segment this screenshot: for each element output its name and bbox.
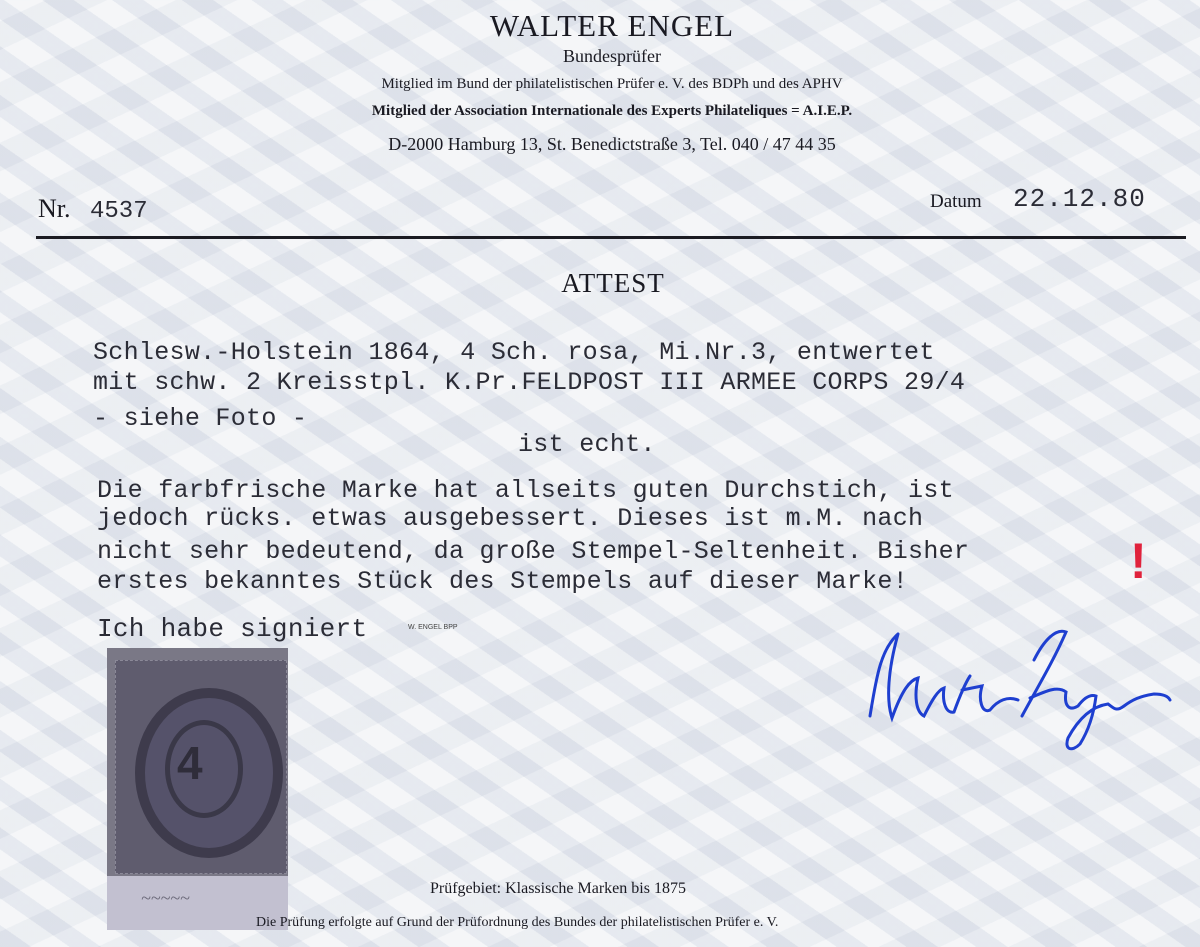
examiner-name: WALTER ENGEL <box>489 8 735 43</box>
membership-line-1: Mitglied im Bund der philatelistischen Prüfer e. V. des BDPh und des APHV <box>381 76 843 92</box>
body-line-7: nicht sehr bedeutend, da große Stempel-Seltenheit. Bisher <box>97 537 970 566</box>
membership-line-2: Mitglied der Association Internationale des Experts Philateliques = A.I.E.P. <box>371 103 853 119</box>
date-value: 22.12.80 <box>1013 184 1146 214</box>
body-line-3: - siehe Foto - <box>93 404 308 433</box>
examiner-mini-stamp: W. ENGEL BPP <box>408 624 458 631</box>
stamp-photo <box>107 648 288 930</box>
examination-rules-note: Die Prüfung erfolgte auf Grund der Prüfordnung des Bundes der philatelistischen Prüfer e. V. <box>256 915 779 930</box>
body-line-1: Schlesw.-Holstein 1864, 4 Sch. rosa, Mi.Nr.3, entwertet <box>93 338 935 367</box>
address-line: D-2000 Hamburg 13, St. Benedictstraße 3, Tel. 040 / 47 44 35 <box>388 134 836 154</box>
body-line-2: mit schw. 2 Kreisstpl. K.Pr.FELDPOST III ARMEE CORPS 29/4 <box>93 368 966 397</box>
number-label: Nr. <box>38 194 71 223</box>
backing-pencil-note: ~~~~~ <box>141 888 190 908</box>
verdict-line: ist echt. <box>518 430 656 459</box>
document-title: ATTEST <box>561 268 665 298</box>
header-divider <box>36 236 1186 239</box>
date-label: Datum <box>930 191 982 212</box>
handwritten-signature <box>858 620 1178 760</box>
signed-line: Ich habe signiert <box>97 614 368 644</box>
examination-scope: Prüfgebiet: Klassische Marken bis 1875 <box>430 880 686 897</box>
body-line-5: Die farbfrische Marke hat allseits guten Durchstich, ist <box>97 476 954 505</box>
examiner-role: Bundesprüfer <box>563 46 661 66</box>
stamp-numeral-4: 4 <box>177 737 203 789</box>
body-line-6: jedoch rücks. etwas ausgebessert. Dieses ist m.M. nach <box>97 504 924 533</box>
body-line-8: erstes bekanntes Stück des Stempels auf dieser Marke! <box>97 567 909 596</box>
red-exclamation-mark: ! <box>1130 533 1147 589</box>
number-value: 4537 <box>90 198 148 225</box>
